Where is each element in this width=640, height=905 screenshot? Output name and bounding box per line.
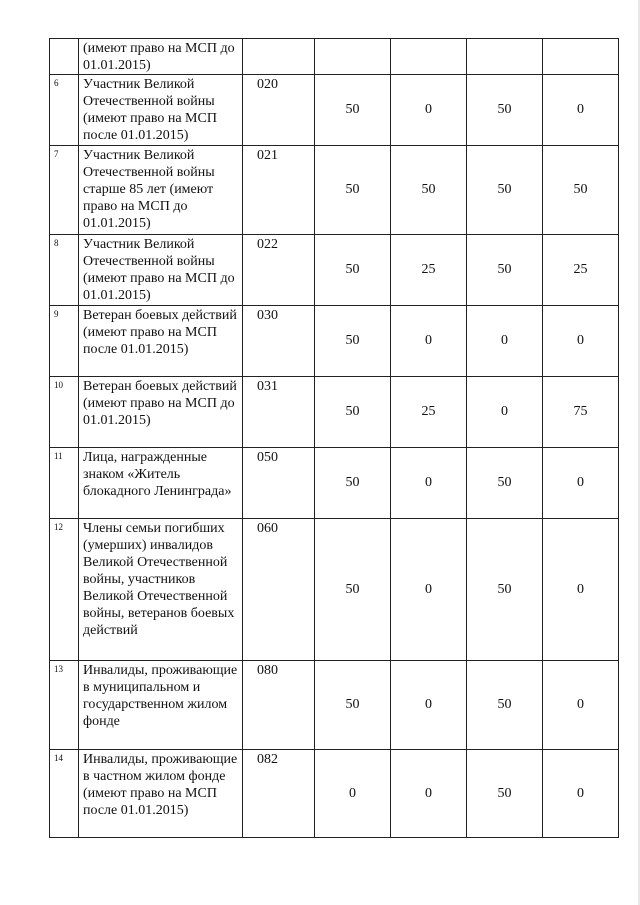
category-code: 060	[243, 519, 315, 661]
value-cell	[391, 39, 467, 75]
category-code: 080	[243, 661, 315, 750]
value-cell: 50	[315, 146, 391, 235]
row-number: 9	[50, 306, 79, 377]
value-cell: 25	[543, 235, 619, 306]
category-name: Инвалиды, проживающие в муниципальном и государственном жилом фонде	[79, 661, 243, 750]
value-cell: 0	[467, 377, 543, 448]
row-number: 7	[50, 146, 79, 235]
value-cell: 0	[543, 75, 619, 146]
row-number: 12	[50, 519, 79, 661]
category-name: Члены семьи погибших (умерших) инвалидов Великой Отечественной войны, участников Великой Отечественной войны, ветеранов боевых действий	[79, 519, 243, 661]
category-code: 020	[243, 75, 315, 146]
category-name: Ветеран боевых действий (имеют право на МСП после 01.01.2015)	[79, 306, 243, 377]
value-cell: 0	[467, 306, 543, 377]
category-name: Участник Великой Отечественной войны (имеют право на МСП до 01.01.2015)	[79, 235, 243, 306]
table-row	[50, 235, 619, 306]
value-cell: 50	[467, 75, 543, 146]
category-name: (имеют право на МСП до 01.01.2015)	[79, 39, 243, 75]
category-name: Лица, награжденные знаком «Житель блокадного Ленинграда»	[79, 448, 243, 519]
value-cell	[467, 39, 543, 75]
category-code: 050	[243, 448, 315, 519]
category-name: Ветеран боевых действий (имеют право на МСП до 01.01.2015)	[79, 377, 243, 448]
table-row	[50, 519, 619, 661]
value-cell: 50	[315, 377, 391, 448]
category-code	[243, 39, 315, 75]
value-cell: 0	[543, 448, 619, 519]
value-cell: 0	[391, 519, 467, 661]
table-row	[50, 39, 619, 75]
value-cell: 25	[391, 235, 467, 306]
value-cell	[543, 39, 619, 75]
value-cell: 75	[543, 377, 619, 448]
table-row	[50, 75, 619, 146]
value-cell: 50	[315, 448, 391, 519]
value-cell: 50	[467, 519, 543, 661]
value-cell: 0	[315, 750, 391, 838]
value-cell: 0	[391, 661, 467, 750]
value-cell: 50	[467, 448, 543, 519]
value-cell: 50	[467, 235, 543, 306]
value-cell: 50	[315, 661, 391, 750]
category-code: 022	[243, 235, 315, 306]
value-cell: 50	[467, 750, 543, 838]
value-cell	[315, 39, 391, 75]
value-cell: 50	[315, 235, 391, 306]
value-cell: 50	[467, 146, 543, 235]
row-number: 8	[50, 235, 79, 306]
value-cell: 50	[315, 306, 391, 377]
value-cell: 50	[543, 146, 619, 235]
category-code: 030	[243, 306, 315, 377]
row-number: 6	[50, 75, 79, 146]
category-name: Инвалиды, проживающие в частном жилом фонде (имеют право на МСП после 01.01.2015)	[79, 750, 243, 838]
value-cell: 0	[391, 448, 467, 519]
benefits-table	[49, 38, 619, 838]
value-cell: 50	[467, 661, 543, 750]
value-cell: 0	[543, 306, 619, 377]
value-cell: 50	[315, 75, 391, 146]
value-cell: 0	[543, 750, 619, 838]
table-row	[50, 306, 619, 377]
table-row	[50, 448, 619, 519]
value-cell: 50	[315, 519, 391, 661]
value-cell: 0	[543, 661, 619, 750]
value-cell: 50	[391, 146, 467, 235]
table-row	[50, 750, 619, 838]
category-code: 031	[243, 377, 315, 448]
table-row	[50, 377, 619, 448]
row-number: 11	[50, 448, 79, 519]
row-number: 14	[50, 750, 79, 838]
row-number: 13	[50, 661, 79, 750]
value-cell: 0	[391, 750, 467, 838]
row-number	[50, 39, 79, 75]
value-cell: 0	[543, 519, 619, 661]
category-name: Участник Великой Отечественной войны старше 85 лет (имеют право на МСП до 01.01.2015)	[79, 146, 243, 235]
table-row	[50, 146, 619, 235]
value-cell: 0	[391, 75, 467, 146]
row-number: 10	[50, 377, 79, 448]
value-cell: 0	[391, 306, 467, 377]
category-code: 082	[243, 750, 315, 838]
table-row	[50, 661, 619, 750]
category-code: 021	[243, 146, 315, 235]
value-cell: 25	[391, 377, 467, 448]
category-name: Участник Великой Отечественной войны (имеют право на МСП после 01.01.2015)	[79, 75, 243, 146]
